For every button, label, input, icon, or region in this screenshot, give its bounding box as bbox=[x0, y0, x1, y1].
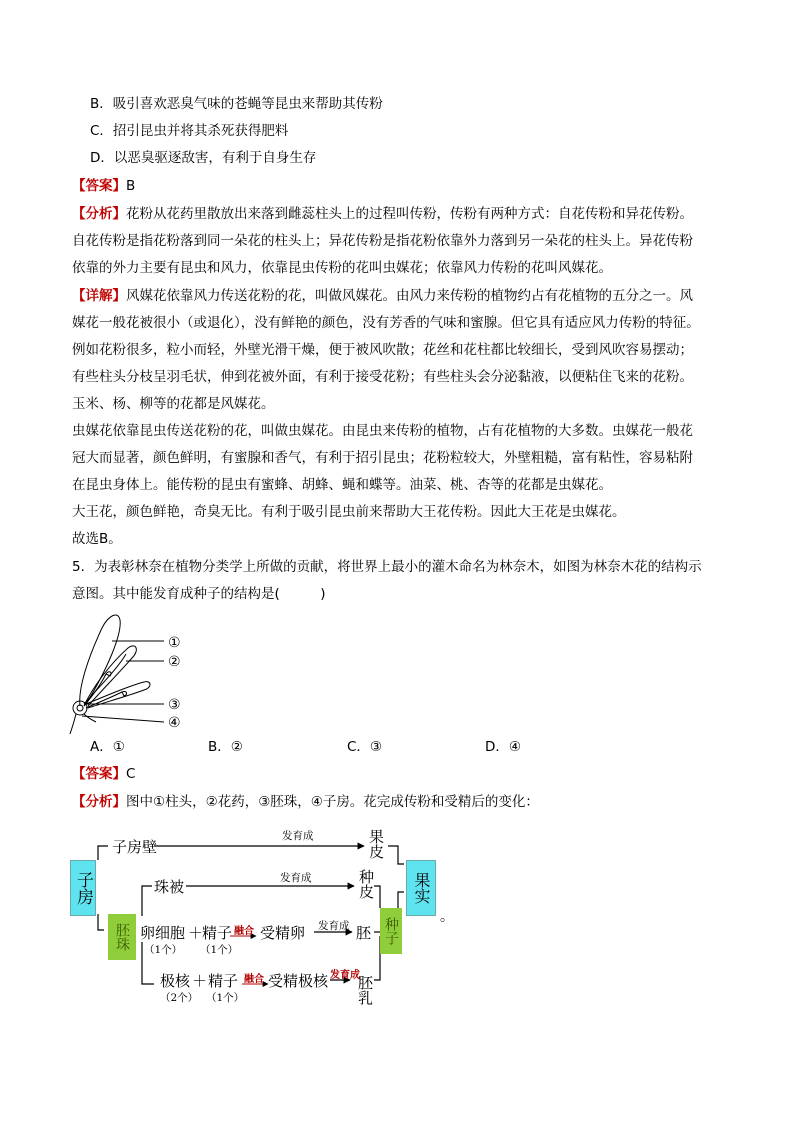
q5-answer bbox=[72, 764, 135, 784]
analysis-tag: 【分析】 bbox=[72, 206, 126, 222]
fertilized-polar-label: 受精极核 bbox=[268, 972, 329, 990]
q4-answer bbox=[72, 176, 135, 196]
q5-stem-line-1: 5．为表彰林奈在植物分类学上所做的贡献，将世界上最小的灌木命名为林奈木，如图为林奈木花的结构示 bbox=[72, 559, 702, 575]
figure-label-4: ④ bbox=[168, 715, 181, 731]
q4-conclusion: 故选B。 bbox=[72, 531, 122, 547]
ovary-wall-label: 子房壁 bbox=[112, 838, 158, 856]
figure-label-2: ② bbox=[168, 654, 181, 670]
q4-detail-line-3: 例如花粉很多，粒小而轻，外壁光滑干燥，便于被风吹散；花丝和花柱都比较细长，受到风吹容易摆动； bbox=[72, 342, 693, 358]
q4-analysis-line-1 bbox=[72, 204, 693, 224]
q4-detail-line-6: 虫媒花依靠昆虫传送花粉的花，叫做虫媒花。由昆虫来传粉的植物，占有花植物的大多数。虫媒花一般花 bbox=[72, 423, 693, 439]
q4-detail-line-4: 有些柱头分枝呈羽毛状，伸到花被外面，有利于接受花粉；有些柱头会分泌黏液，以便粘住飞来的花粉。 bbox=[72, 369, 693, 385]
develop-label-4: 发育成 bbox=[330, 970, 360, 981]
develop-label-2: 发育成 bbox=[280, 872, 312, 884]
sperm-label-1: 精子 bbox=[202, 924, 233, 942]
detail-tag: 【详解】 bbox=[72, 288, 126, 304]
q4-detail-line-8: 在昆虫身体上。能传粉的昆虫有蜜蜂、胡蜂、蝇和蝶等。油菜、桃、杏等的花都是虫媒花。 bbox=[72, 477, 612, 493]
fusion-label-1: 融合 bbox=[234, 926, 254, 937]
fertilization-diagram bbox=[68, 818, 468, 1018]
q4-analysis-line-2: 自花传粉是指花粉落到同一朵花的柱头上；异花传粉是指花粉依靠外力落到另一朵花的柱头上。异花传粉 bbox=[72, 233, 693, 249]
q5-stem-line-2: 意图。其中能发育成种子的结构是( ) bbox=[72, 586, 326, 602]
integument-label: 珠被 bbox=[154, 878, 185, 896]
q4-detail-line-7: 冠大而显著，颜色鲜明，有蜜腺和香气，有利于招引昆虫；花粉粒较大，外壁粗糙，富有粘性，容易粘附 bbox=[72, 450, 693, 466]
polar-count: （2个） bbox=[160, 992, 199, 1004]
answer-tag: 【答案】 bbox=[72, 178, 126, 194]
q5-option-b: B．② bbox=[208, 739, 243, 755]
fusion-label-2: 融合 bbox=[244, 974, 264, 985]
q5-analysis bbox=[72, 792, 539, 812]
q4-analysis-line-3: 依靠的外力主要有昆虫和风力，依靠昆虫传粉的花叫虫媒花；依靠风力传粉的花叫风媒花。 bbox=[72, 260, 612, 276]
sperm-label-2: 精子 bbox=[208, 972, 239, 990]
answer-tag: 【答案】 bbox=[72, 766, 126, 782]
analysis-tag: 【分析】 bbox=[72, 794, 126, 810]
zygote-label: 受精卵 bbox=[260, 924, 306, 942]
analysis-text: 图中①柱头，②花药，③胚珠，④子房。花完成传粉和受精后的变化： bbox=[126, 794, 539, 810]
seed-coat-label: 种皮 bbox=[357, 869, 375, 899]
option-d: D．以恶臭驱逐敌害，有利于自身生存 bbox=[90, 150, 317, 166]
sperm-count-1: （1个） bbox=[200, 944, 239, 956]
q4-detail-line-5: 玉米、杨、柳等的花都是风媒花。 bbox=[72, 396, 275, 412]
q5-option-d: D．④ bbox=[485, 739, 521, 755]
seed-box bbox=[380, 908, 402, 954]
sperm-count-2: （1个） bbox=[206, 992, 245, 1004]
fruit-box bbox=[406, 860, 436, 916]
pericarp-label: 果皮 bbox=[367, 829, 385, 859]
plus-sign-1: ＋ bbox=[188, 924, 204, 942]
q5-option-c: C．③ bbox=[347, 739, 383, 755]
ovary-box bbox=[70, 860, 96, 916]
q4-detail-line-2: 媒花一般花被很小（或退化），没有鲜艳的颜色，没有芳香的气味和蜜腺。但它具有适应风力传粉的特征。 bbox=[72, 315, 700, 331]
q4-detail-line-1 bbox=[72, 286, 693, 306]
diagram-end-period: 。 bbox=[440, 909, 454, 925]
ovule-label: 胚珠 bbox=[114, 923, 130, 951]
answer-value: B bbox=[126, 178, 136, 194]
endosperm-label: 胚乳 bbox=[356, 975, 374, 1005]
q5-option-a: A．① bbox=[90, 739, 125, 755]
ovary-label: 子房 bbox=[73, 871, 93, 905]
figure-label-3: ③ bbox=[168, 697, 181, 713]
option-b: B．吸引喜欢恶臭气味的苍蝇等昆虫来帮助其传粉 bbox=[90, 96, 383, 112]
seed-label: 种子 bbox=[383, 917, 399, 945]
egg-cell-label: 卵细胞 bbox=[140, 924, 186, 942]
analysis-text: 花粉从花药里散放出来落到雌蕊柱头上的过程叫传粉，传粉有两种方式：自花传粉和异花传粉。 bbox=[126, 206, 693, 222]
option-c: C．招引昆虫并将其杀死获得肥料 bbox=[90, 123, 289, 139]
embryo-label: 胚 bbox=[356, 924, 372, 942]
q4-detail-line-9: 大王花，颜色鲜艳，奇臭无比。有利于吸引昆虫前来帮助大王花传粉。因此大王花是虫媒花。 bbox=[72, 504, 626, 520]
answer-value: C bbox=[126, 766, 136, 782]
figure-label-1: ① bbox=[168, 635, 181, 651]
fruit-label: 果实 bbox=[412, 872, 431, 904]
ovule-box bbox=[108, 914, 136, 960]
develop-label-3: 发育成 bbox=[318, 920, 350, 932]
egg-count: （1个） bbox=[144, 944, 183, 956]
plus-sign-2: ＋ bbox=[192, 972, 208, 990]
detail-text: 风媒花依靠风力传送花粉的花，叫做风媒花。由风力来传粉的植物约占有花植物的五分之一。风 bbox=[126, 288, 693, 304]
polar-nuclei-label: 极核 bbox=[160, 972, 191, 990]
develop-label-1: 发育成 bbox=[282, 830, 314, 842]
